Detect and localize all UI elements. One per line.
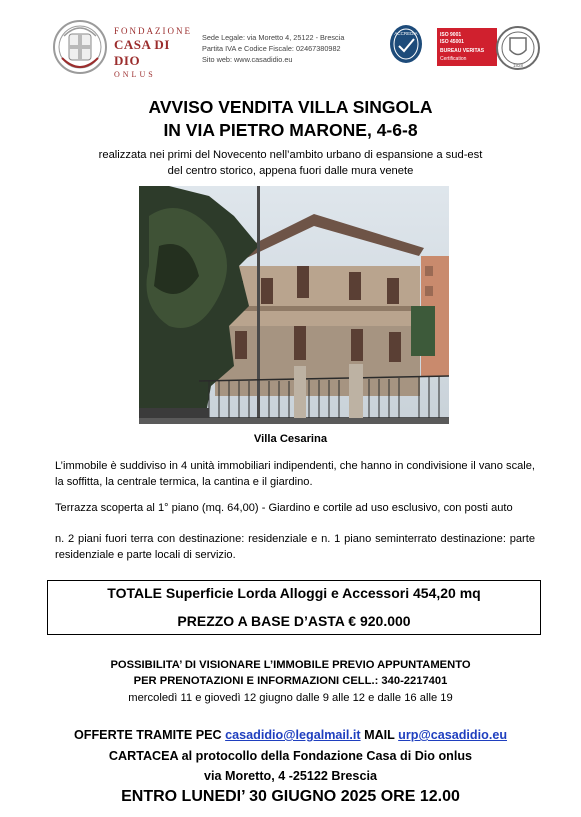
legal-website: Sito web: www.casadidio.eu [202, 55, 293, 64]
subtitle-line-1: realizzata nei primi del Novecento nell’ambito urbano di espansione a sud-est [98, 149, 483, 161]
subtitle-line-2: del centro storico, appena fuori dalle mura venete [167, 165, 414, 177]
pec-email-link[interactable]: casadidio@legalmail.it [225, 728, 361, 742]
letterhead [52, 18, 542, 80]
deadline: ENTRO LUNEDI’ 30 GIUGNO 2025 ORE 12.00 [121, 788, 460, 805]
photo-caption: Villa Cesarina [253, 433, 328, 445]
totals-box [47, 580, 541, 635]
base-price: PREZZO A BASE D’ASTA € 920.000 [177, 613, 411, 629]
visit-notice: POSSIBILITA’ DI VISIONARE L’IMMOBILE PREVIO APPUNTAMENTO [110, 659, 471, 671]
legal-address: Sede Legale: via Moretto 4, 25122 - Brescia [202, 33, 345, 42]
booking-phone: PER PRENOTAZIONI E INFORMAZIONI CELL.: 340-2217401 [133, 675, 448, 687]
submission-address: via Moretto, 4 -25122 Brescia [204, 769, 377, 783]
page-title-line-1: AVVISO VENDITA VILLA SINGOLA [148, 97, 433, 117]
paper-submission-line: CARTACEA al protocollo della Fondazione Casa di Dio onlus [108, 749, 473, 763]
description-paragraph-1: L’immobile è suddiviso in 4 unità immobiliari indipendenti, che hanno in condivisione il vano scale, la soffitta, la centrale termica, la cantina e il giardino. [55, 460, 535, 488]
legal-info [202, 32, 344, 65]
foundation-logo [52, 18, 197, 79]
logo-line-1: FONDAZIONE [114, 26, 192, 36]
logo-line-2: CASA DI DIO [114, 37, 170, 68]
mail-label: MAIL [364, 728, 395, 742]
description-paragraph-2: Terrazza scoperta al 1° piano (mq. 64,00) - Giardino e cortile ad uso esclusivo, con posti auto [55, 502, 513, 514]
legal-vat: Partita IVA e Codice Fiscale: 02467380982 [202, 44, 341, 53]
visit-schedule: mercoledì 11 e giovedì 12 giugno dalle 9 alle 12 e dalle 16 alle 19 [128, 692, 453, 704]
description-paragraph-3: n. 2 piani fuori terra con destinazione: residenziale e n. 1 piano seminterrato destinazione: parte residenziale e parte locali di servizio. [55, 533, 535, 561]
foundation-seal-icon [52, 18, 108, 76]
logo-line-3: ONLUS [114, 70, 156, 79]
villa-photo [139, 186, 449, 424]
subtitle [0, 147, 581, 179]
bv-certification: Certification [440, 56, 467, 62]
page-title-line-2: IN VIA PIETRO MARONE, 4-6-8 [163, 120, 418, 140]
bureau-veritas-badge-icon [437, 24, 540, 72]
accredia-text: ACCREDIA [394, 31, 418, 36]
mail-email-link[interactable]: urp@casadidio.eu [398, 728, 508, 742]
accredia-badge-icon [388, 24, 424, 68]
bv-iso-1: ISO 9001 [440, 32, 462, 38]
total-surface: TOTALE Superficie Lorda Alloggi e Accessori 454,20 mq [107, 585, 481, 601]
bv-name: BUREAU VERITAS [440, 48, 485, 54]
pec-label: OFFERTE TRAMITE PEC [73, 728, 222, 742]
bv-year: 1828 [512, 63, 524, 68]
bv-iso-2: ISO 45001 [440, 39, 464, 45]
villa-illustration [139, 186, 449, 424]
offers-line [0, 727, 581, 744]
